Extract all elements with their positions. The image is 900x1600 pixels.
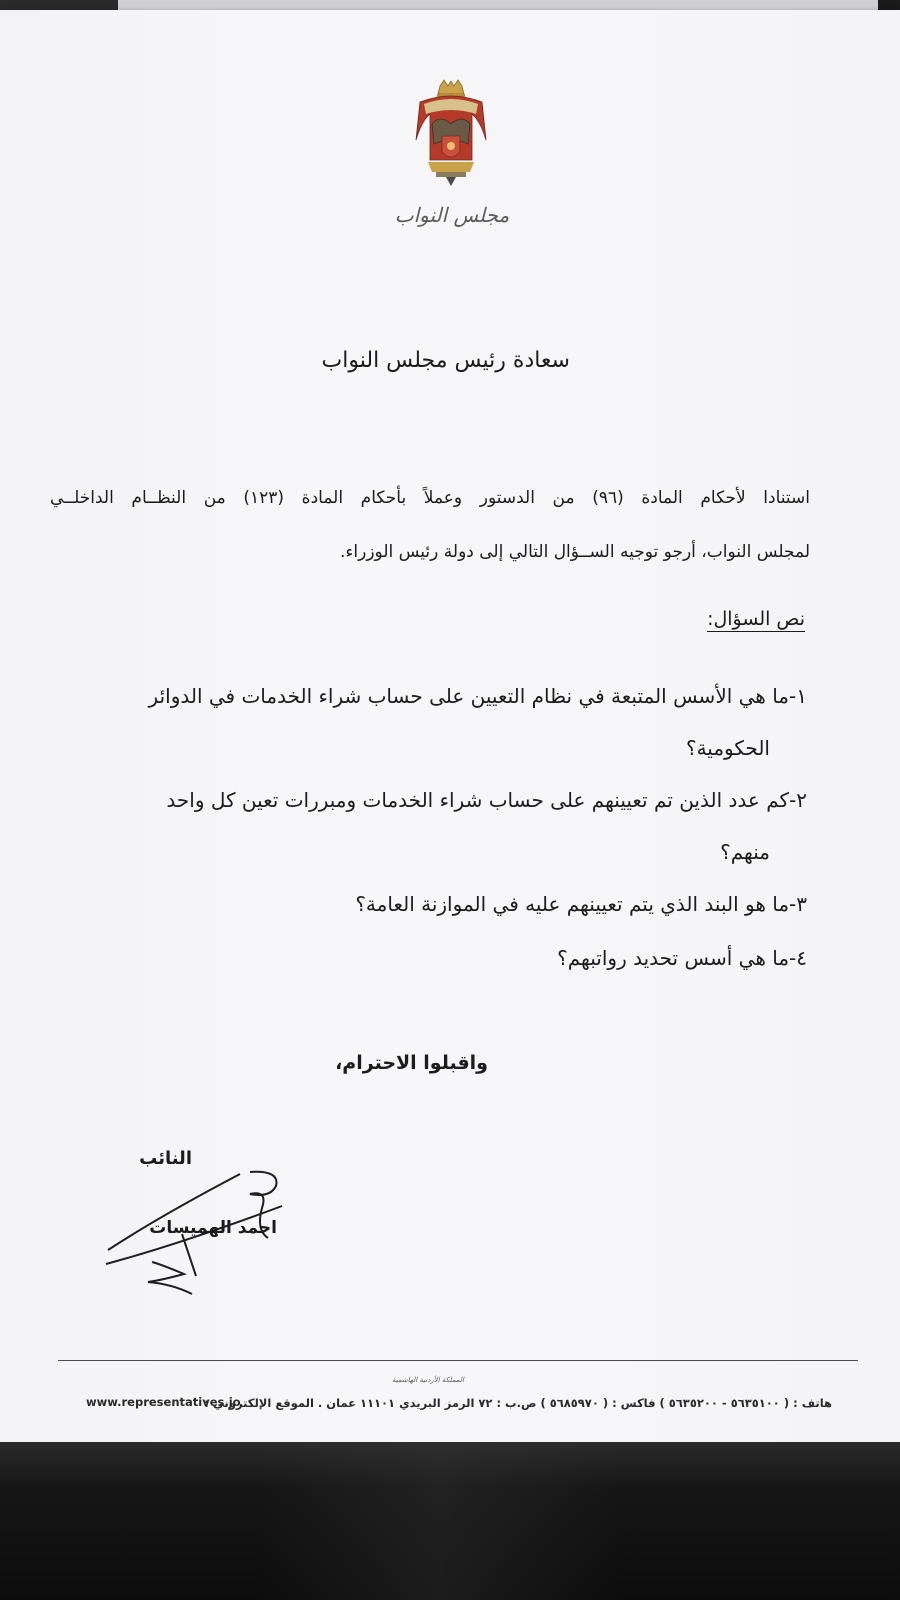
footer-divider <box>58 1360 858 1361</box>
fabric-fold <box>260 1442 620 1600</box>
parliament-logo-text <box>394 198 510 234</box>
closing: واقبلوا الاحترام، <box>335 1052 488 1074</box>
question-2-line-2: منهم؟ <box>720 840 770 864</box>
question-1-line-2: الحكومية؟ <box>685 736 770 760</box>
logo-text: مجلس النواب <box>394 203 510 227</box>
question-4: ٤-ما هي أسس تحديد رواتبهم؟ <box>557 946 807 970</box>
footer-logo-text: المملكة الأردنية الهاشمية <box>391 1376 465 1384</box>
footer-website-link[interactable]: www.representatives.jo <box>86 1395 241 1409</box>
footer-logo <box>391 1369 465 1387</box>
questions-heading: نص السؤال: <box>707 608 805 630</box>
salutation: سعادة رئيس مجلس النواب <box>321 348 570 373</box>
coat-of-arms-icon <box>410 80 492 188</box>
intro-line-2: لمجلس النواب، أرجو توجيه الســؤال التالي إلى دولة رئيس الوزراء. <box>340 542 810 562</box>
intro-line-1: استنادا لأحكام المادة (٩٦) من الدستور وعملاً بأحكام المادة (١٢٣) من النظــام الداخلــي <box>50 488 810 508</box>
question-3: ٣-ما هو البند الذي يتم تعيينهم عليه في الموازنة العامة؟ <box>355 892 807 916</box>
signer-name: احمد الهميسات <box>149 1218 277 1238</box>
signer-title: النائب <box>139 1148 192 1169</box>
question-2-line-1: ٢-كم عدد الذين تم تعيينهم على حساب شراء الخدمات ومبررات تعين كل واحد <box>166 788 807 812</box>
background-edge <box>0 0 118 10</box>
footer-contact: هاتف : ( ٥٦٣٥١٠٠ - ٥٦٣٥٢٠٠ ) فاكس : ( ٥٦٨٥٩٧٠ ) ص.ب : ٧٢ الرمز البريدي ١١١٠١ عمان . الموقع الإلكتروني : <box>204 1396 832 1410</box>
question-1-line-1: ١-ما هي الأسس المتبعة في نظام التعيين على حساب شراء الخدمات في الدوائر <box>148 684 807 708</box>
